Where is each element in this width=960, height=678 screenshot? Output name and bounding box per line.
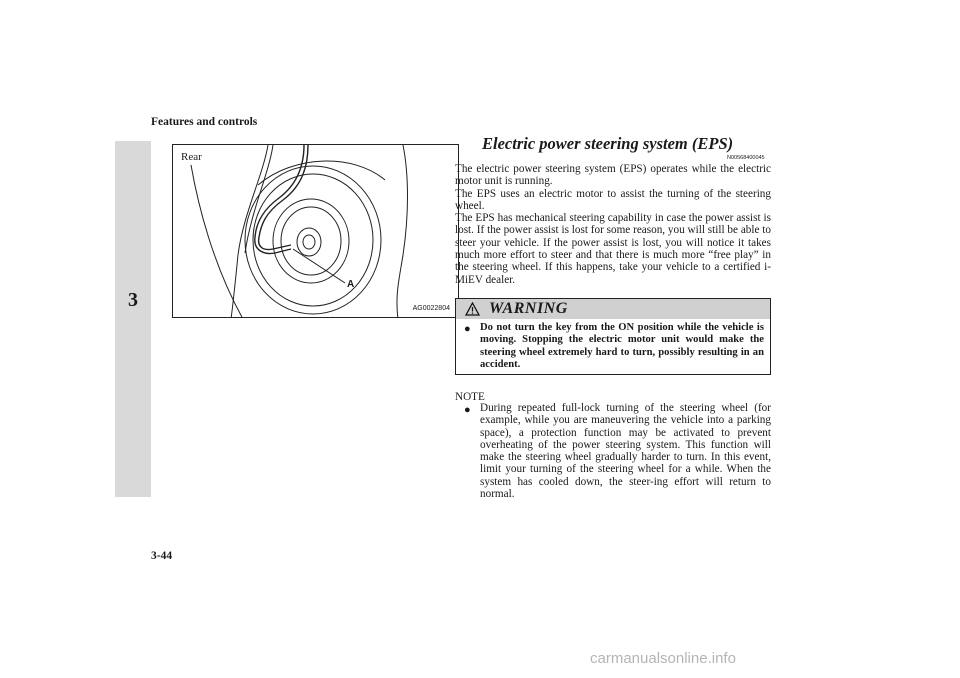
note-label: NOTE: [455, 391, 485, 403]
warning-header: [456, 299, 770, 319]
watermark: carmanualsonline.info: [590, 650, 736, 667]
paragraph: The electric power steering system (EPS) operates while the electric motor unit is running.: [455, 163, 771, 188]
section-title: Electric power steering system (EPS): [482, 134, 734, 153]
wheel-illustration: [173, 145, 459, 318]
chapter-number: 3: [128, 289, 138, 311]
section-ref-code: N00568400045: [727, 155, 765, 161]
warning-box: [455, 298, 771, 375]
warning-text: Do not turn the key from the ON position while the vehicle is moving. Stopping the electric motor unit would make the steering wheel extremely hard to turn, possibly resulting in an accident.: [480, 322, 764, 370]
figure-caption: Rear: [181, 151, 202, 163]
callout-label-a: A: [347, 279, 355, 290]
paragraph: The EPS uses an electric motor to assist the turning of the steering wheel.: [455, 187, 771, 212]
bullet-icon: ●: [464, 323, 471, 335]
paragraph: The EPS has mechanical steering capability in case the power assist is lost. If the power assist is lost for some reason, you will still be able to steer your vehicle. If the power assist is lost, you will notice it takes much more effort to steer and that there is much more “free play” in the steering wheel. If this happens, take your vehicle to a certified i-MiEV dealer.: [455, 212, 771, 286]
warning-title: WARNING: [489, 300, 568, 317]
bullet-icon: ●: [464, 404, 471, 416]
body-text: [455, 163, 771, 286]
running-header: Features and controls: [151, 116, 258, 128]
figure-panel: [172, 144, 459, 318]
note-text: During repeated full-lock turning of the steering wheel (for example, while you are maneuvering the vehicle into a parking space), a protection function may be activated to prevent overheating of the power steering system. This function will make the steering wheel gradually harder to turn. In this event, limit your turning of the steering wheel for a while. When the system has cooled down, the steer-ing effort will return to normal.: [480, 402, 771, 501]
page-number: 3-44: [151, 550, 173, 562]
warning-triangle-icon: [465, 302, 480, 316]
figure-code: AG0022804: [412, 305, 450, 312]
chapter-tab: [115, 141, 151, 497]
